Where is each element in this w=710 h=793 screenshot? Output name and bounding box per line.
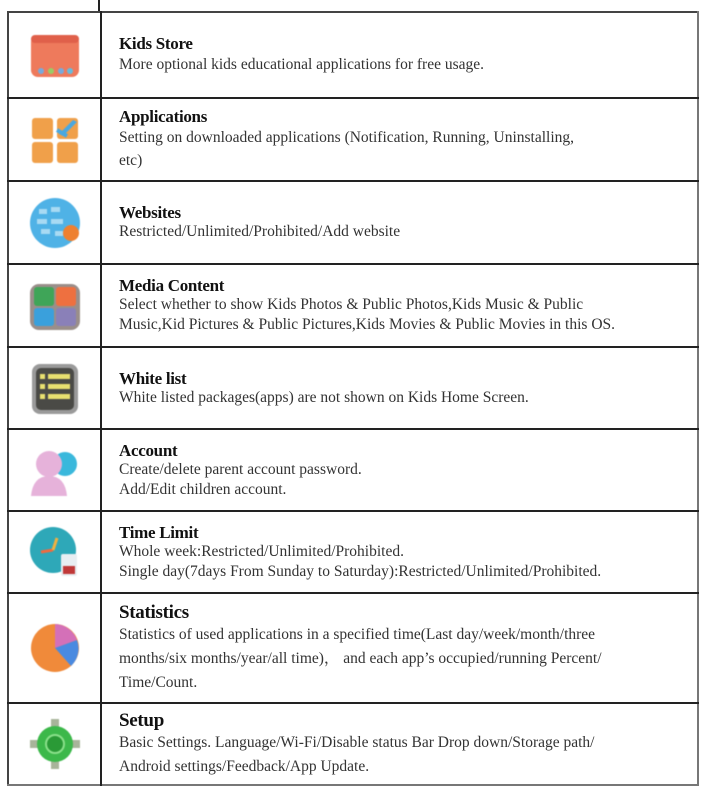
feature-description: White listed packages(apps) are not shown on Kids Home Screen.	[119, 388, 529, 406]
text-cell	[101, 264, 698, 347]
media-tiles-icon	[27, 278, 83, 334]
text-cell	[101, 429, 698, 511]
feature-title: Media Content	[119, 276, 225, 295]
text-cell	[101, 181, 698, 264]
feature-row-setup	[8, 703, 698, 785]
text-cell	[101, 593, 698, 703]
feature-description-line: Music,Kid Pictures & Public Pictures,Kids Movies & Public Movies in this OS.	[119, 316, 616, 333]
feature-row-statistics	[8, 593, 698, 703]
feature-title: White list	[119, 368, 187, 388]
feature-row-media-content	[8, 264, 698, 347]
app-grid-icon	[27, 112, 83, 168]
feature-description: More optional kids educational applications for free usage.	[119, 56, 484, 73]
feature-title: Applications	[119, 107, 208, 126]
text-cell	[101, 98, 698, 181]
feature-description-line: Time/Count.	[119, 673, 198, 691]
feature-description-line: Android settings/Feedback/App Update.	[119, 757, 370, 775]
feature-description-line: Select whether to show Kids Photos & Public Photos,Kids Music & Public	[119, 296, 584, 313]
clock-icon	[27, 524, 83, 580]
icon-cell	[8, 429, 101, 511]
text-cell	[101, 703, 698, 785]
feature-description-line: Whole week:Restricted/Unlimited/Prohibited.	[119, 542, 404, 560]
feature-row-kids-store	[8, 12, 698, 98]
icon-cell	[8, 181, 101, 264]
feature-description-line: months/six months/year/all time)， and each app’s occupied/running Percent/	[119, 649, 602, 667]
feature-title: Account	[119, 440, 178, 460]
feature-description-line: etc)	[119, 152, 143, 169]
icon-cell	[8, 347, 101, 429]
feature-description-line: Create/delete parent account password.	[119, 460, 362, 478]
feature-title: Kids Store	[119, 34, 193, 53]
feature-description-line: Setting on downloaded applications (Notification, Running, Uninstalling,	[119, 129, 575, 146]
icon-cell	[8, 703, 101, 785]
pie-chart-icon	[27, 620, 83, 676]
feature-row-websites	[8, 181, 698, 264]
text-cell	[101, 12, 698, 98]
feature-row-time-limit	[8, 511, 698, 593]
users-icon	[27, 442, 83, 498]
store-bag-icon	[27, 27, 83, 83]
text-cell	[101, 347, 698, 429]
checklist-icon	[27, 360, 83, 416]
icon-cell	[8, 98, 101, 181]
gear-icon	[27, 716, 83, 772]
feature-row-white-list	[8, 347, 698, 429]
feature-description-line: Single day(7days From Sunday to Saturday):Restricted/Unlimited/Prohibited.	[119, 562, 602, 580]
globe-icon	[27, 195, 83, 251]
feature-row-account	[8, 429, 698, 511]
feature-title: Setup	[119, 709, 164, 731]
icon-cell	[8, 593, 101, 703]
feature-title: Websites	[119, 203, 181, 222]
feature-description: Restricted/Unlimited/Prohibited/Add website	[119, 223, 401, 240]
text-cell	[101, 511, 698, 593]
feature-row-applications	[8, 98, 698, 181]
feature-description-line: Basic Settings. Language/Wi-Fi/Disable status Bar Drop down/Storage path/	[119, 733, 595, 751]
icon-cell	[8, 264, 101, 347]
feature-title: Time Limit	[119, 522, 199, 542]
feature-title: Statistics	[119, 601, 189, 623]
feature-description-line: Statistics of used applications in a specified time(Last day/week/month/three	[119, 625, 596, 643]
feature-description-line: Add/Edit children account.	[119, 480, 287, 498]
icon-cell	[8, 12, 101, 98]
feature-table	[7, 11, 699, 786]
icon-cell	[8, 511, 101, 593]
